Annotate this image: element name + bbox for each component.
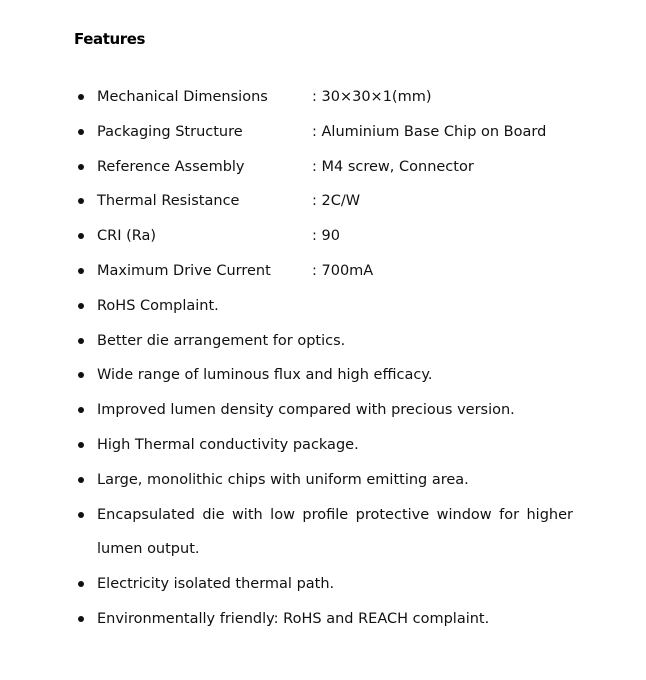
feature-text: Better die arrangement for optics.: [97, 332, 346, 349]
spec-label: Maximum Drive Current: [97, 262, 271, 279]
feature-item: [0, 428, 646, 463]
feature-item: [0, 602, 646, 637]
feature-text: Environmentally friendly: RoHS and REACH complaint.: [97, 610, 490, 627]
spec-value: : 90: [312, 228, 340, 245]
feature-item: [0, 324, 646, 359]
spec-label: Thermal Resistance: [97, 193, 240, 210]
feature-text: Electricity isolated thermal path.: [97, 576, 335, 593]
spec-item-thermal-resistance: [0, 184, 646, 219]
spec-item-reference-assembly: [0, 150, 646, 185]
bullet-icon: [78, 198, 84, 204]
section-heading: Features: [74, 30, 146, 48]
spec-item-packaging-structure: [0, 115, 646, 150]
bullet-icon: [78, 616, 84, 622]
bullet-icon: [78, 94, 84, 100]
features-list: [0, 80, 646, 637]
bullet-icon: [78, 372, 84, 378]
spec-label: Mechanical Dimensions: [97, 89, 268, 105]
bullet-icon: [78, 512, 84, 518]
bullet-icon: [78, 581, 84, 587]
spec-value: : M4 screw, Connector: [312, 158, 474, 175]
spec-value: : Aluminium Base Chip on Board: [312, 123, 547, 140]
spec-label: Reference Assembly: [97, 158, 245, 175]
feature-item: [0, 567, 646, 602]
bullet-icon: [78, 338, 84, 344]
spec-value: : 2C/W: [312, 193, 361, 210]
spec-item-mechanical-dimensions: [0, 80, 646, 115]
feature-text: Wide range of luminous flux and high efficacy.: [97, 367, 433, 384]
feature-item: [0, 358, 646, 393]
bullet-icon: [78, 303, 84, 309]
feature-text: RoHS Complaint.: [97, 297, 219, 314]
spec-item-cri: [0, 219, 646, 254]
feature-item: [0, 463, 646, 498]
bullet-icon: [78, 442, 84, 448]
spec-value: : 30×30×1(mm): [312, 89, 432, 105]
feature-item: [0, 289, 646, 324]
bullet-icon: [78, 129, 84, 135]
spec-label: Packaging Structure: [97, 123, 243, 140]
feature-text: High Thermal conductivity package.: [97, 436, 359, 453]
bullet-icon: [78, 233, 84, 239]
spec-label: CRI (Ra): [97, 228, 157, 245]
feature-text: Improved lumen density compared with precious version.: [97, 402, 515, 419]
spec-value: : 700mA: [312, 262, 374, 279]
bullet-icon: [78, 407, 84, 413]
feature-text: Encapsulated die with low profile protective window for higher lumen output.: [97, 506, 573, 558]
bullet-icon: [78, 477, 84, 483]
feature-item: [0, 393, 646, 428]
feature-item: [0, 498, 646, 568]
bullet-icon: [78, 164, 84, 170]
spec-item-maximum-drive-current: [0, 254, 646, 289]
feature-text: Large, monolithic chips with uniform emitting area.: [97, 471, 469, 488]
bullet-icon: [78, 268, 84, 274]
